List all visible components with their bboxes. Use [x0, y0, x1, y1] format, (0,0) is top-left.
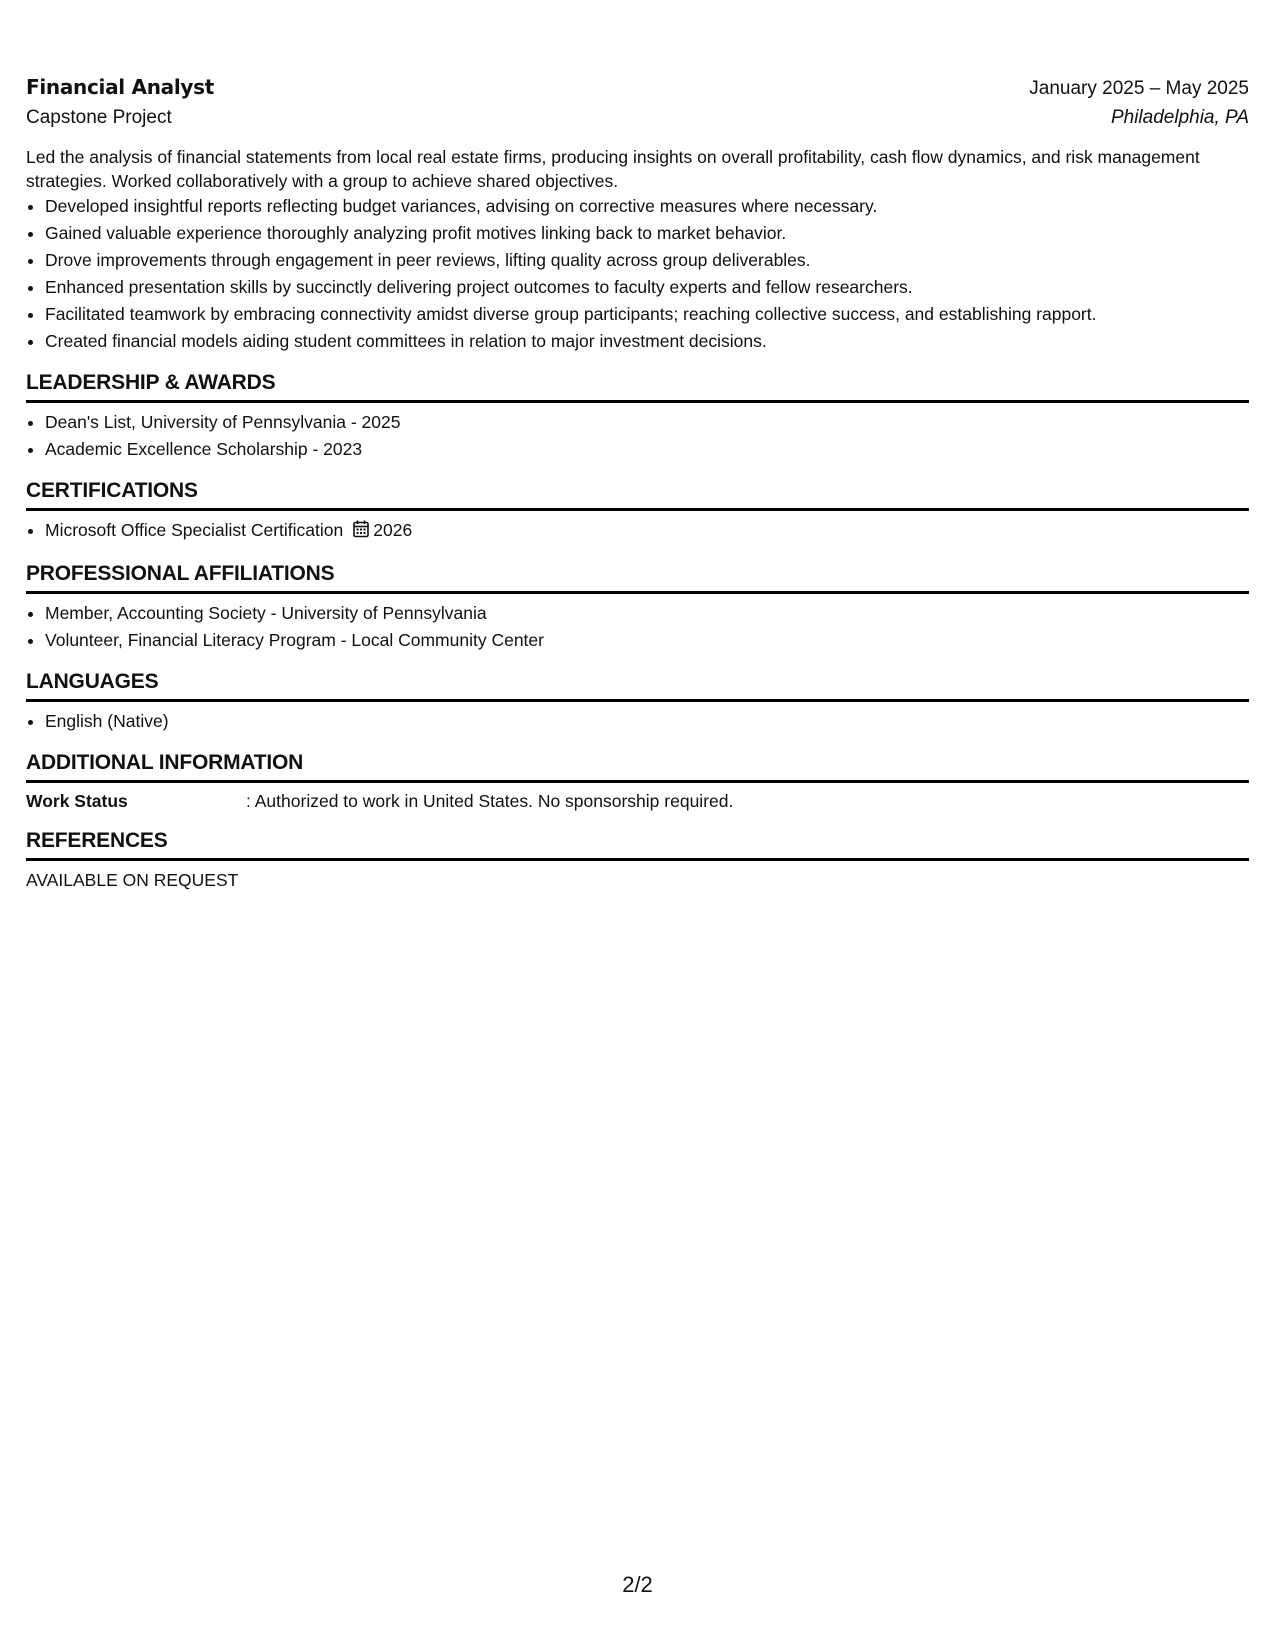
list-item: • Member, Accounting Society - University of Pennsylvania [45, 600, 1249, 627]
job-subheader [26, 107, 1249, 137]
list-item: • Drove improvements through engagement in peer reviews, lifting quality across group deliverables. [45, 247, 1249, 274]
leadership-section [26, 369, 1249, 463]
section-heading: CERTIFICATIONS [26, 477, 1249, 511]
languages-section [26, 668, 1249, 735]
additional-section [26, 749, 1249, 813]
list-item: • Facilitated teamwork by embracing connectivity amidst diverse group participants; reaching collective success, and establishing rapport. [45, 301, 1249, 328]
job-header [26, 75, 1249, 107]
list-item: • English (Native) [45, 708, 1249, 735]
list-item: • Created financial models aiding student committees in relation to major investment decisions. [45, 328, 1249, 355]
list-item: • Enhanced presentation skills by succinctly delivering project outcomes to faculty experts and fellow researchers. [45, 274, 1249, 301]
certification-name: Microsoft Office Specialist Certification [45, 520, 344, 540]
references-section [26, 827, 1249, 893]
certifications-list [26, 517, 1249, 546]
section-heading: LEADERSHIP & AWARDS [26, 369, 1249, 403]
languages-list [26, 708, 1249, 735]
work-status-value: : Authorized to work in United States. No sponsorship required. [246, 791, 734, 811]
experience-entry [26, 75, 1249, 355]
list-item: • Volunteer, Financial Literacy Program - Local Community Center [45, 627, 1249, 654]
affiliations-list [26, 600, 1249, 654]
calendar-icon [353, 519, 369, 546]
list-item: • Gained valuable experience thoroughly analyzing profit motives linking back to market behavior. [45, 220, 1249, 247]
job-summary: Led the analysis of financial statements from local real estate firms, producing insights on overall profitability, cash flow dynamics, and risk management strategies. Worked collaboratively with a group to achieve shared objectives. [26, 147, 1200, 191]
references-text: AVAILABLE ON REQUEST [26, 870, 239, 890]
affiliations-section [26, 560, 1249, 654]
list-item [45, 517, 1249, 546]
job-organization: Capstone Project [26, 107, 172, 128]
leadership-list [26, 409, 1249, 463]
job-bullets [26, 193, 1249, 355]
certification-year: 2026 [373, 520, 413, 540]
work-status-label: Work Status [26, 791, 128, 811]
section-heading: ADDITIONAL INFORMATION [26, 749, 1249, 783]
job-dates: January 2025 – May 2025 [1029, 78, 1249, 99]
list-item: • Developed insightful reports reflecting budget variances, advising on corrective measures where necessary. [45, 193, 1249, 220]
section-heading: REFERENCES [26, 827, 1249, 861]
resume-page [26, 75, 1249, 893]
job-location: Philadelphia, PA [1110, 107, 1249, 128]
section-heading: PROFESSIONAL AFFILIATIONS [26, 560, 1249, 594]
certifications-section [26, 477, 1249, 546]
page-number: 2/2 [622, 1572, 653, 1597]
list-item: • Dean's List, University of Pennsylvania - 2025 [45, 409, 1249, 436]
list-item: • Academic Excellence Scholarship - 2023 [45, 436, 1249, 463]
job-title: Financial Analyst [26, 75, 214, 99]
work-status-row [26, 789, 1249, 813]
section-heading: LANGUAGES [26, 668, 1249, 702]
